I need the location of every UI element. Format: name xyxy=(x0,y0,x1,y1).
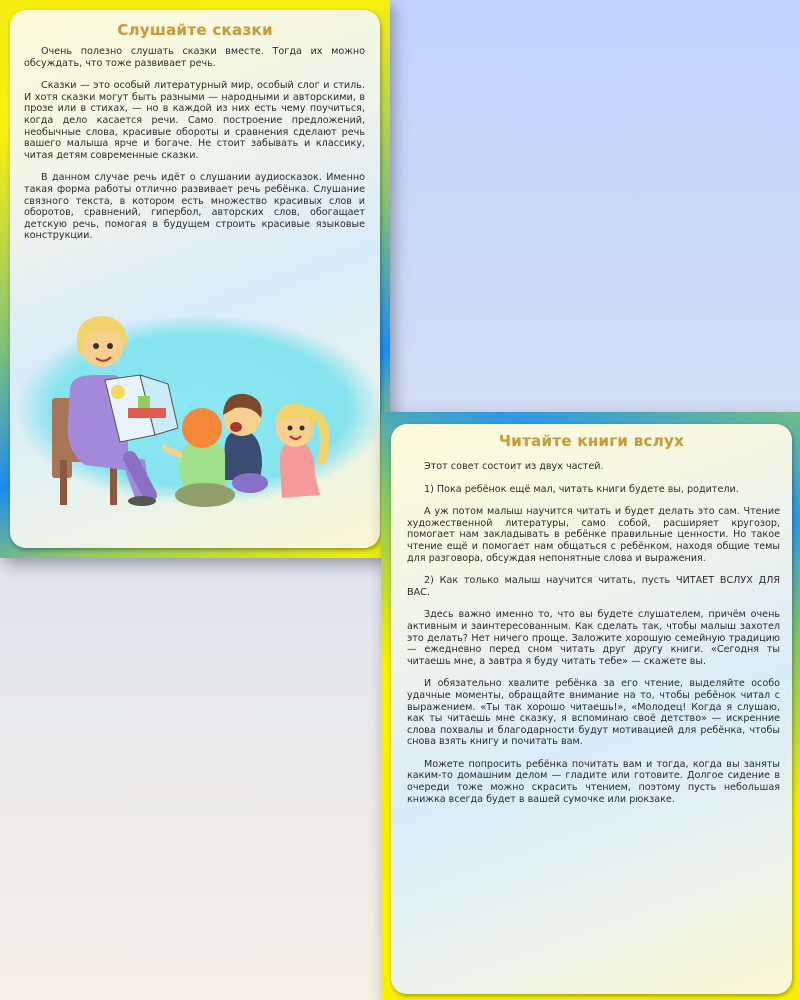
paragraph: Можете попросить ребёнка почитать вам и тогда, когда вы заняты каким-то домашним делом — гладите или готовите. Долгое сидение в очереди тоже можно скрасить чтением, поэтому пусть небольшая книжка всегда будет в вашей сумочке или рюкзаке. xyxy=(407,758,780,805)
paragraph: А уж потом малыш научится читать и будет делать это сам. Чтение художественной литературы, само собой, расширяет кругозор, помогает нам закладывать в ребёнке правильные ценности. Но такое чтение ещё и помогает нам общаться с ребёнком, находя общие темы для разговора, обсуждая непонятные слова и выражения. xyxy=(407,506,780,564)
card-listen-fairy-tales xyxy=(0,0,390,558)
paragraph: Здесь важно именно то, что вы будете слушателем, причём очень активным и заинтересованным. Как сделать так, чтобы малыш захотел это делать? Нет ничего проще. Заложите хорошую семейную традицию — ежедневно перед сном читать друг другу книги. «Сегодня ты читаешь мне, а завтра я буду читать тебе» — скажете вы. xyxy=(407,609,780,667)
paragraph: 1) Пока ребёнок ещё мал, читать книги будете вы, родители. xyxy=(424,483,739,495)
card-read-books-aloud xyxy=(381,412,800,1000)
teacher-reading-illustration xyxy=(10,280,380,550)
card-title: Слушайте сказки xyxy=(117,21,273,39)
paragraph: Сказки — это особый литературный мир, особый слог и стиль. И хотя сказки могут быть разными — народными и авторскими, в прозе или в стихах, — но в каждой из них есть чему поучиться, когда дело касается речи. Само построение предложений, необычные слова, красивые обороты и сравнения сделают речь вашего малыша ярче и богаче. Не стоит забывать и классику, читая детям современные сказки. xyxy=(24,80,365,161)
paragraph: В данном случае речь идёт о слушании аудиосказок. Именно такая форма работы отлично развивает речь ребёнка. Слушание связного текста, в котором есть множество красивых слов и оборотов, сравнений, гипербол, авторских слов, обогащает детскую речь, помогая в будущем строить красивые языковые конструкции. xyxy=(24,172,365,242)
paragraph: Этот совет состоит из двух частей. xyxy=(424,461,604,472)
paragraph: 2) Как только малыш научится читать, пусть ЧИТАЕТ ВСЛУХ ДЛЯ ВАС. xyxy=(407,575,780,598)
card-inner-panel xyxy=(10,10,380,548)
paragraph: Очень полезно слушать сказки вместе. Тогда их можно обсуждать, что тоже развивает речь. xyxy=(24,46,365,69)
paragraph: И обязательно хвалите ребёнка за его чтение, выделяйте особо удачные моменты, обращайте внимание на то, чтобы ребёнок читал с выражением. «Ты так хорошо читаешь!», «Молодец! Когда я слушаю, как ты читаешь мне сказку, я вспоминаю своё детство» — искренние слова похвалы и благодарности будут мотивацией для ребёнка, чтобы снова взять книгу и почитать вам. xyxy=(407,678,780,748)
card-body xyxy=(407,461,780,816)
card-inner-panel xyxy=(391,424,792,994)
card-title: Читайте книги вслух xyxy=(498,432,685,450)
card-body xyxy=(24,46,365,253)
